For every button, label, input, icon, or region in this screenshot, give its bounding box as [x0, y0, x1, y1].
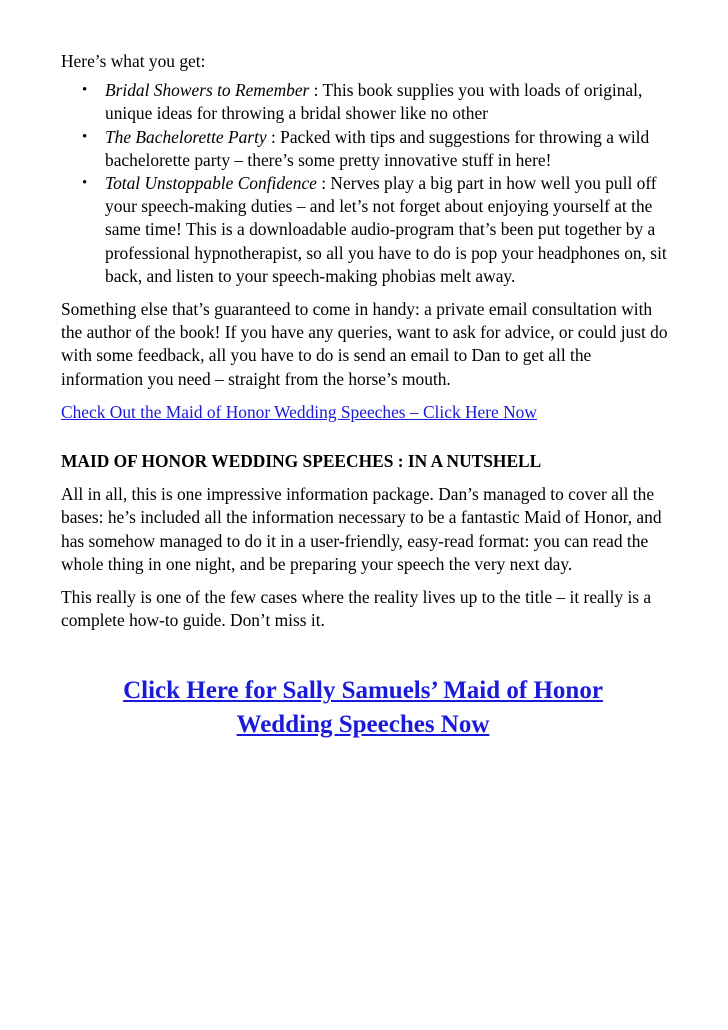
- cta-link[interactable]: [123, 677, 603, 738]
- intro-text: Here’s what you get:: [61, 51, 206, 71]
- check-out-link-line: [61, 401, 671, 424]
- bullet-icon: •: [82, 82, 88, 99]
- cta-line-2: Wedding Speeches Now: [236, 711, 490, 739]
- list-item: [61, 172, 671, 288]
- check-out-link[interactable]: Check Out the Maid of Honor Wedding Speeches – Click Here Now: [61, 401, 537, 422]
- benefit-title: Total Unstoppable Confidence: [105, 173, 317, 194]
- section-heading: MAID OF HONOR WEDDING SPEECHES : IN A NUTSHELL: [61, 451, 542, 472]
- benefits-list: [61, 79, 671, 288]
- cta-block: [61, 674, 671, 742]
- benefit-text: : Nerves play a big part in how well you pull off your speech-making duties – and let’s not forget about enjoying yourself at the same time! This is a downloadable audio-program that’s been put together by a professional hypnotherapist, so all you have to do is pop your headphones on, sit back, and listen to your speech-making phobias melt away.: [105, 173, 667, 286]
- benefit-title: The Bachelorette Party: [105, 126, 267, 147]
- bullet-icon: •: [82, 175, 88, 192]
- benefit-text: : Packed with tips and suggestions for throwing a wild bachelorette party – there’s some pretty innovative stuff in here!: [105, 126, 650, 170]
- consultation-paragraph: Something else that’s guaranteed to come in handy: a private email consultation with the author of the book! If you have any queries, want to ask for advice, or could just do with some feedback, all you have to do is send an email to Dan to get all the information you need – straight from the horse’s mouth.: [61, 299, 668, 389]
- list-item: [61, 126, 671, 172]
- document-page: [61, 50, 671, 742]
- closing-paragraph: This really is one of the few cases where the reality lives up to the title – it really is a complete how-to guide. Don’t miss it.: [61, 587, 652, 631]
- bullet-icon: •: [82, 128, 88, 145]
- cta-line-1: Click Here for Sally Samuels’ Maid of Honor: [123, 677, 603, 705]
- list-item: [61, 79, 671, 125]
- benefit-text: : This book supplies you with loads of original, unique ideas for throwing a bridal shower like no other: [105, 80, 643, 124]
- summary-paragraph: All in all, this is one impressive information package. Dan’s managed to cover all the bases: he’s included all the information necessary to be a fantastic Maid of Honor, and has somehow managed to do it in a user-friendly, easy-read format: you can read the whole thing in one night, and be preparing your speech the very next day.: [61, 484, 662, 574]
- benefit-title: Bridal Showers to Remember: [105, 80, 310, 101]
